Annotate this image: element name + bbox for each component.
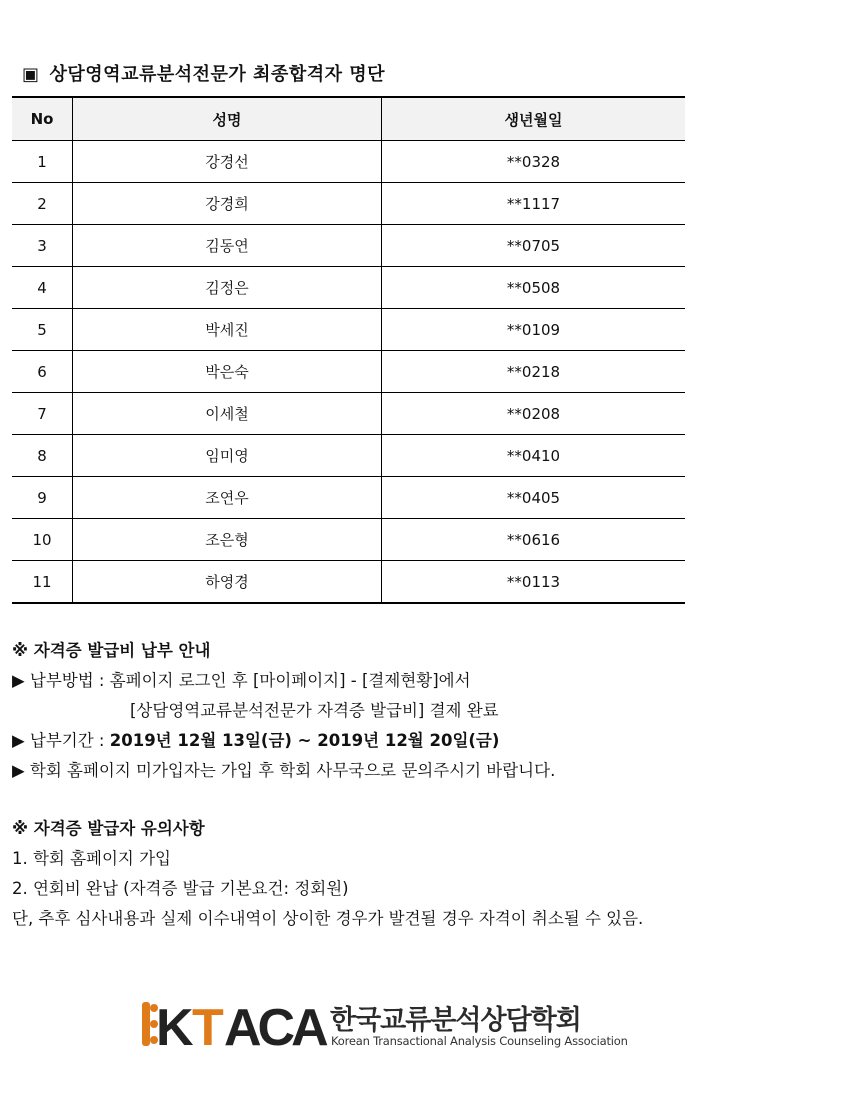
cell-no: 6 [12, 351, 73, 393]
table-row [12, 267, 685, 309]
svg-text:ACA: ACA [224, 999, 325, 1050]
table-row [12, 519, 685, 561]
cell-no: 7 [12, 393, 73, 435]
cell-birthdate: **0218 [382, 351, 686, 393]
header-no: No [12, 97, 73, 141]
payment-method: ▶ 납부방법 : 홈페이지 로그인 후 [마이페이지] - [결제현황]에서 [12, 671, 471, 690]
cell-no: 4 [12, 267, 73, 309]
cell-no: 8 [12, 435, 73, 477]
page-title [22, 60, 385, 86]
cell-birthdate: **0113 [382, 561, 686, 604]
logo-name-en: Korean Transactional Analysis Counseling Association [331, 1034, 628, 1048]
cell-birthdate: **0508 [382, 267, 686, 309]
header-birthdate: 생년월일 [382, 97, 686, 141]
caution-disclaimer: 단, 추후 심사내용과 실제 이수내역이 상이한 경우가 발견될 경우 자격이 취소될 수 있음. [12, 909, 644, 928]
table-row [12, 141, 685, 183]
cell-name: 강경희 [73, 183, 382, 225]
logo-name-ko: 한국교류분석상담학회 [330, 1005, 581, 1036]
header-name: 성명 [73, 97, 382, 141]
cell-birthdate: **0208 [382, 393, 686, 435]
payment-method-cont: [상담영역교류분석전문가 자격증 발급비] 결제 완료 [130, 701, 499, 720]
notes-section [12, 636, 643, 934]
table-row [12, 351, 685, 393]
svg-text:T: T [192, 999, 220, 1050]
cell-name: 박세진 [73, 309, 382, 351]
logo-lettering: K [156, 999, 190, 1050]
cell-no: 3 [12, 225, 73, 267]
payment-period-value: 2019년 12월 13일(금) ~ 2019년 12월 20일(금) [109, 731, 500, 750]
cell-birthdate: **0705 [382, 225, 686, 267]
cell-name: 김동연 [73, 225, 382, 267]
cell-no: 1 [12, 141, 73, 183]
table-row [12, 435, 685, 477]
cell-no: 2 [12, 183, 73, 225]
caution-item-2: 2. 연회비 완납 (자격증 발급 기본요건: 정회원) [12, 879, 349, 898]
cell-birthdate: **0328 [382, 141, 686, 183]
caution-item-1: 1. 학회 홈페이지 가입 [12, 849, 171, 868]
cautions-heading: ※ 자격증 발급자 유의사항 [12, 819, 205, 838]
cell-name: 이세철 [73, 393, 382, 435]
table-row [12, 309, 685, 351]
cell-name: 임미영 [73, 435, 382, 477]
cell-no: 10 [12, 519, 73, 561]
cell-no: 11 [12, 561, 73, 604]
fee-notice-heading: ※ 자격증 발급비 납부 안내 [12, 641, 211, 660]
cell-name: 하영경 [73, 561, 382, 604]
payment-period [12, 726, 643, 756]
table-row [12, 183, 685, 225]
cell-birthdate: **0405 [382, 477, 686, 519]
table-row [12, 393, 685, 435]
table-row [12, 561, 685, 604]
table-row [12, 477, 685, 519]
cell-birthdate: **0616 [382, 519, 686, 561]
payment-period-label: ▶ 납부기간 : [12, 731, 110, 750]
table-row [12, 225, 685, 267]
cell-name: 조연우 [73, 477, 382, 519]
title-text: 상담영역교류분석전문가 최종합격자 명단 [49, 64, 386, 85]
cell-birthdate: **0109 [382, 309, 686, 351]
passer-table [12, 96, 685, 604]
cell-birthdate: **1117 [382, 183, 686, 225]
cell-name: 박은숙 [73, 351, 382, 393]
cell-name: 김정은 [73, 267, 382, 309]
cell-no: 5 [12, 309, 73, 351]
cell-name: 강경선 [73, 141, 382, 183]
cell-birthdate: **0410 [382, 435, 686, 477]
non-member-notice: ▶ 학회 홈페이지 미가입자는 가입 후 학회 사무국으로 문의주시기 바랍니다. [12, 761, 556, 780]
cell-no: 9 [12, 477, 73, 519]
cell-name: 조은형 [73, 519, 382, 561]
table-header-row [12, 97, 685, 141]
square-icon: ▣ [22, 64, 40, 85]
